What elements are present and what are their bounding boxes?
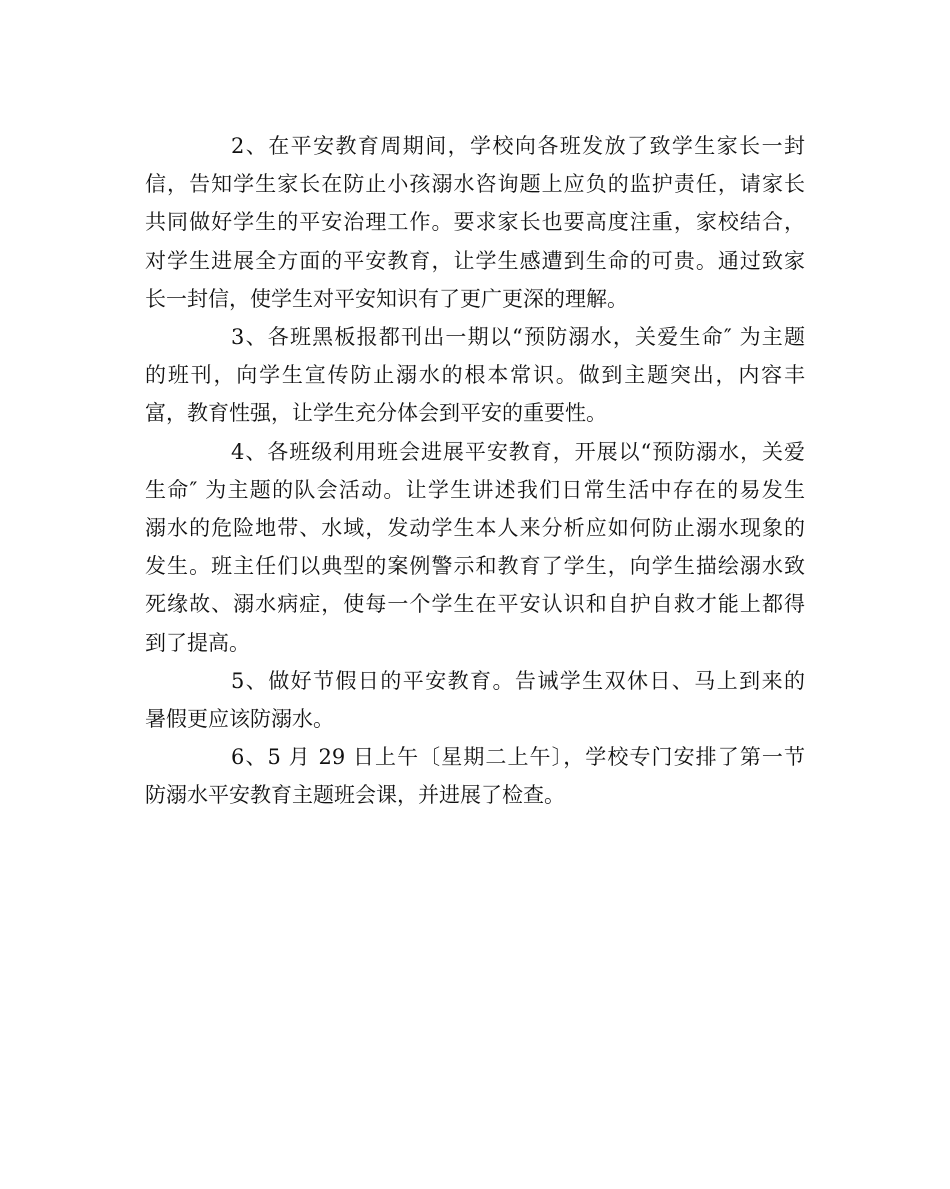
paragraph-line: 3、各班黑板报都刊出一期以“预防溺水，关爱生命″ 为主题 <box>231 325 805 350</box>
paragraph-line: 防溺水平安教育主题班会课，并进展了检查。 <box>145 783 565 808</box>
paragraph-line: 4、各班级利用班会进展平安教育，开展以“预防溺水，关爱 <box>231 439 805 464</box>
paragraph-6 <box>145 738 805 814</box>
paragraph-line: 对学生进展全方面的平安教育，让学生感遭到生命的可贵。通过致家 <box>145 248 805 273</box>
paragraph-line: 暑假更应该防溺水。 <box>145 707 334 732</box>
paragraph-3 <box>145 318 805 433</box>
paragraph-line: 发生。班主任们以典型的案例警示和教育了学生，向学生描绘溺水致 <box>145 554 805 579</box>
paragraph-line: 的班刊，向学生宣传防止溺水的根本常识。做到主题突出，内容丰 <box>145 363 805 388</box>
paragraph-line: 长一封信，使学生对平安知识有了更广更深的理解。 <box>145 286 628 311</box>
document-body <box>145 127 805 815</box>
paragraph-line: 2、在平安教育周期间，学校向各班发放了致学生家长一封 <box>231 134 805 158</box>
paragraph-line: 到了提高。 <box>145 630 250 655</box>
paragraph-line: 生命″ 为主题的队会活动。让学生讲述我们日常生活中存在的易发生 <box>145 477 805 502</box>
paragraph-line: 信，告知学生家长在防止小孩溺水咨询题上应负的监护责任，请家长 <box>145 172 805 197</box>
paragraph-line: 富，教育性强，让学生充分体会到平安的重要性。 <box>145 401 607 426</box>
paragraph-line: 死缘故、溺水病症，使每一个学生在平安认识和自护自救才能上都得 <box>145 592 805 617</box>
paragraph-4 <box>145 433 805 662</box>
paragraph-5 <box>145 662 805 738</box>
paragraph-line: 5、做好节假日的平安教育。告诫学生双休日、马上到来的 <box>231 668 805 693</box>
paragraph-2 <box>145 127 805 318</box>
paragraph-line: 6、5 月 29 日上午〔星期二上午〕，学校专门安排了第一节 <box>231 745 805 770</box>
paragraph-line: 共同做好学生的平安治理工作。要求家长也要高度注重，家校结合， <box>145 210 805 235</box>
paragraph-line: 溺水的危险地带、水域，发动学生本人来分析应如何防止溺水现象的 <box>145 516 805 541</box>
